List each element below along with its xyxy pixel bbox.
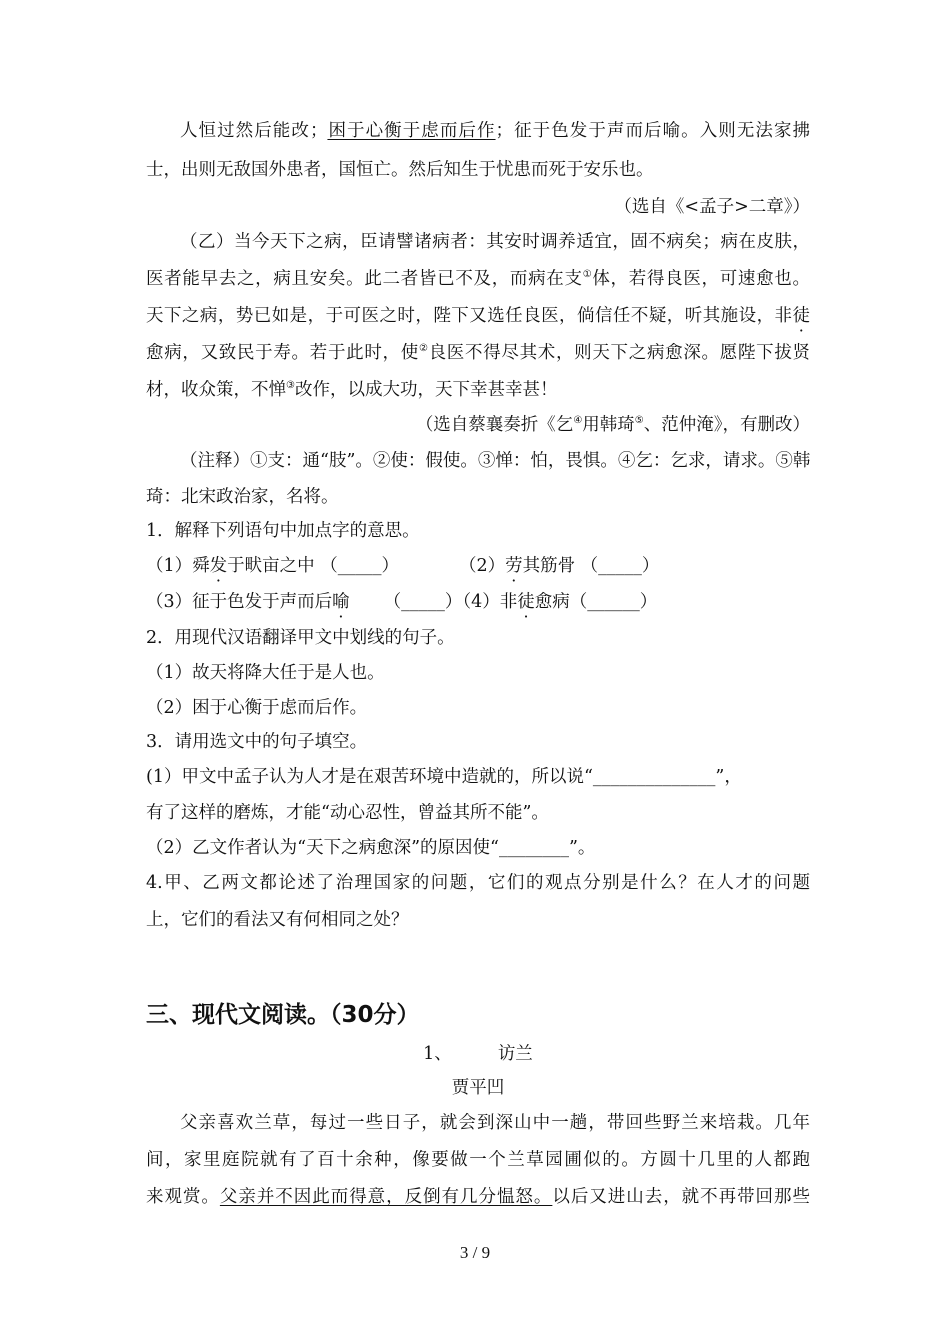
article-author: 贾平凹 (451, 1078, 505, 1098)
dotted-char: 喻 (332, 592, 350, 612)
text-span: 其筋骨 （_____） (522, 556, 660, 576)
text-span: ； (309, 121, 328, 141)
text-span: 材，收众策，不惮 (146, 380, 286, 400)
question-4-line-2: 上，它们的看法又有何相同之处？ (146, 910, 409, 930)
yi-text-line-4 (146, 341, 810, 365)
yi-text-line-2 (146, 267, 810, 291)
section-3-heading: 三、现代文阅读。（30分） (146, 1002, 420, 1028)
question-1-row-2 (146, 590, 810, 614)
yi-text-line-1: （乙）当今天下之病，臣请譬诸病者：其安时调养适宜，固不病矣；病在皮肤， (180, 232, 810, 252)
text-span: 用韩琦 (582, 415, 635, 435)
yi-text-line-5 (146, 378, 810, 402)
underlined-sentence: 父亲并不因此而得意，反倒有几分愠怒。 (219, 1187, 553, 1207)
dotted-char: 发 (209, 556, 228, 576)
jia-text-line-1 (180, 119, 810, 143)
note-marker: ③ (286, 380, 295, 391)
text-span: 于畎亩之中 （_____） (227, 556, 399, 576)
article-paragraph-line-1: 父亲喜欢兰草，每过一些日子，就会到深山中一趟，带回些野兰来培栽。几年 (180, 1113, 810, 1133)
article-paragraph-line-2: 间，家里庭院就有了百十余种，像要做一个兰草园圃似的。方圆十几里的人都跑 (146, 1150, 810, 1170)
text-span: 喻 (662, 121, 682, 141)
text-span: 以后又进山去，就不再带回那些 (552, 1187, 811, 1207)
text-span: 体，若得良医，可速愈也。 (592, 269, 811, 289)
text-span: 良医不得尽其术，则天下之病愈深。愿陛下拔贤 (428, 343, 811, 363)
question-3-1b: 有了这样的磨炼，才能“动心忍性，曾益其所不能”。 (146, 803, 549, 823)
text-span: （3）征于色发于声而后 (146, 592, 333, 612)
text-span: （4）非 (462, 592, 518, 612)
article-title-text: 访兰 (497, 1044, 533, 1064)
text-span: ；征于色发于声而后 (495, 121, 663, 141)
notes-line-1: （注释）①支：通“肢”。②使：假使。③惮：怕，畏惧。④乞：乞求，请求。⑤韩 (180, 451, 811, 471)
article-paragraph-line-3 (146, 1185, 810, 1209)
yi-text-line-3 (146, 304, 810, 328)
question-3-1a: (1）甲文中孟子认为人才是在艰苦环境中造就的，所以说“______________”， (146, 767, 742, 787)
text-span: （2） (458, 556, 506, 576)
question-3-2: （2）乙文作者认为“天下之病愈深”的原因使“________”。 (146, 838, 596, 858)
question-1-row-1 (146, 554, 810, 578)
page-number: 3 / 9 (459, 1243, 491, 1262)
jia-source: （选自《<孟子>二章》） (614, 197, 810, 217)
text-span: 。入则无法家拂 (681, 121, 811, 141)
note-marker: ④ (573, 415, 583, 426)
note-marker: ② (418, 343, 429, 354)
article-number: 1、 (423, 1044, 452, 1064)
text-span: 愈病，又致民于寿。若于此时，使 (146, 343, 419, 363)
question-2: 2．用现代汉语翻译甲文中划线的句子。 (146, 628, 455, 648)
text-span: 医者能早去之，病且安矣。此二者皆已不及，而病在支 (146, 269, 583, 289)
text-span: （_____） (383, 592, 463, 612)
text-span: （选自蔡襄奏折《乞 (415, 415, 574, 435)
yi-source (146, 413, 810, 437)
note-marker: ① (582, 269, 593, 280)
text-span: 、范仲淹》，有删改） (643, 415, 810, 435)
text-span: 改作，以成大功，天下幸甚幸甚！ (294, 380, 558, 400)
note-marker: ⑤ (634, 415, 644, 426)
jia-text-line-2: 士，出则无敌国外患者，国恒亡。然后知生于忧患而死于安乐也。 (146, 160, 654, 180)
dotted-char: 劳 (505, 556, 523, 576)
text-span: 愈病（______） (534, 592, 658, 612)
question-2-1: （1）故天将降大任于是人也。 (146, 663, 385, 683)
question-3: 3．请用选文中的句子填空。 (146, 732, 368, 752)
text-span: （1）舜 (146, 556, 210, 576)
dotted-char: 徒 (517, 592, 535, 612)
text-span: 人恒过然后能改 (180, 121, 310, 141)
underlined-sentence: 困于心衡于虑而后作 (327, 121, 496, 141)
text-span: 来观赏。 (146, 1187, 220, 1207)
question-1: 1．解释下列语句中加点字的意思。 (146, 521, 420, 541)
dotted-char: 徒 (792, 306, 810, 326)
notes-line-2: 琦：北宋政治家，名将。 (146, 487, 339, 507)
question-2-2: （2）困于心衡于虑而后作。 (146, 698, 368, 718)
question-4-line-1: 4.甲、乙两文都论述了治理国家的问题，它们的观点分别是什么？在人才的问题 (146, 873, 810, 893)
text-span: 天下之病，势已如是，于可医之时，陛下又选任良医，倘信任不疑，听其施设，非 (146, 306, 793, 326)
article-title (146, 1042, 810, 1066)
